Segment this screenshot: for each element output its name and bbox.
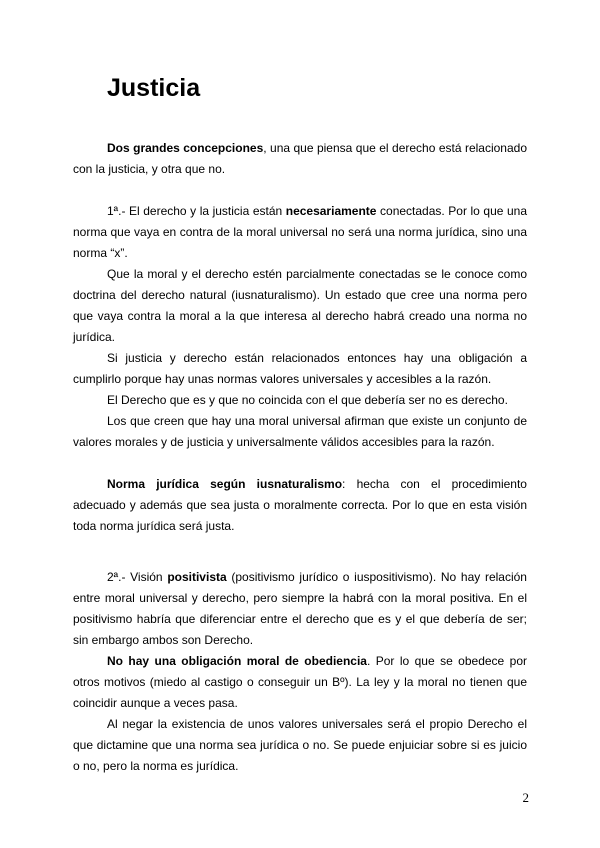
- text-run: 1ª.- El derecho y la justicia están: [107, 204, 286, 218]
- paragraph-primera-tesis: [73, 201, 527, 264]
- text-run: , una que piensa que el derecho está relacionado con la justicia, y otra que no.: [73, 141, 527, 176]
- text-run: 2ª.- Visión: [107, 570, 168, 584]
- paragraph-segunda-tesis: [73, 567, 527, 651]
- text-run: Si justicia y derecho están relacionados entonces hay una obligación a cumplirlo porque hay unas normas valores universales y accesibles a la razón.: [73, 351, 527, 386]
- text-run: Los que creen que hay una moral universal afirman que existe un conjunto de valores morales y de justicia y universalmente válidos accesibles para la razón.: [73, 414, 527, 449]
- bold-text: positivista: [167, 570, 227, 584]
- paragraph-valores-universales: [73, 714, 527, 777]
- document-body: [73, 138, 527, 777]
- paragraph-intro: [73, 138, 527, 180]
- text-run: (positivismo jurídico o iuspositivismo). No hay relación entre moral universal y derecho, pero siempre la habrá con la moral positiva. En el positivismo habría que diferenciar entre el derecho que es y el que debería de ser; sin embargo ambos son Derecho.: [73, 570, 527, 647]
- page-number: 2: [522, 790, 529, 805]
- bold-text: Dos grandes concepciones: [107, 141, 264, 155]
- paragraph-derecho-que-es: [73, 390, 527, 411]
- text-run: El Derecho que es y que no coincida con el que debería ser no es derecho.: [107, 393, 508, 407]
- bold-text: necesariamente: [285, 204, 377, 218]
- text-run: . Por lo que se obedece por otros motivos (miedo al castigo o conseguir un Bº). La ley y la moral no tienen que coincidir aunque a veces pasa.: [73, 654, 527, 710]
- paragraph-obediencia: [73, 651, 527, 714]
- page-title: Justicia: [107, 74, 201, 102]
- text-run: conectadas. Por lo que una norma que vaya en contra de la moral universal no será una norma jurídica, sino una norma “x”.: [73, 204, 527, 260]
- bold-text: No hay una obligación moral de obediencia: [107, 654, 367, 668]
- paragraph-iusnaturalismo-definicion: [73, 264, 527, 348]
- text-run: Que la moral y el derecho estén parcialmente conectadas se le conoce como doctrina del derecho natural (iusnaturalismo). Un estado que cree una norma pero que vaya contra la moral a la que interesa al derecho habrá creado una norma no jurídica.: [73, 267, 527, 344]
- text-run: Al negar la existencia de unos valores universales será el propio Derecho el que dictamine que una norma sea jurídica o no. Se puede enjuiciar sobre si es juicio o no, pero la norma es jurídica.: [73, 717, 527, 773]
- bold-text: Norma jurídica según iusnaturalismo: [107, 477, 343, 491]
- paragraph-obligacion: [73, 348, 527, 390]
- paragraph-moral-universal: [73, 411, 527, 453]
- paragraph-norma-juridica: [73, 474, 527, 537]
- text-run: : hecha con el procedimiento adecuado y además que sea justa o moralmente correcta. Por lo que en esta visión toda norma jurídica será justa.: [73, 477, 527, 533]
